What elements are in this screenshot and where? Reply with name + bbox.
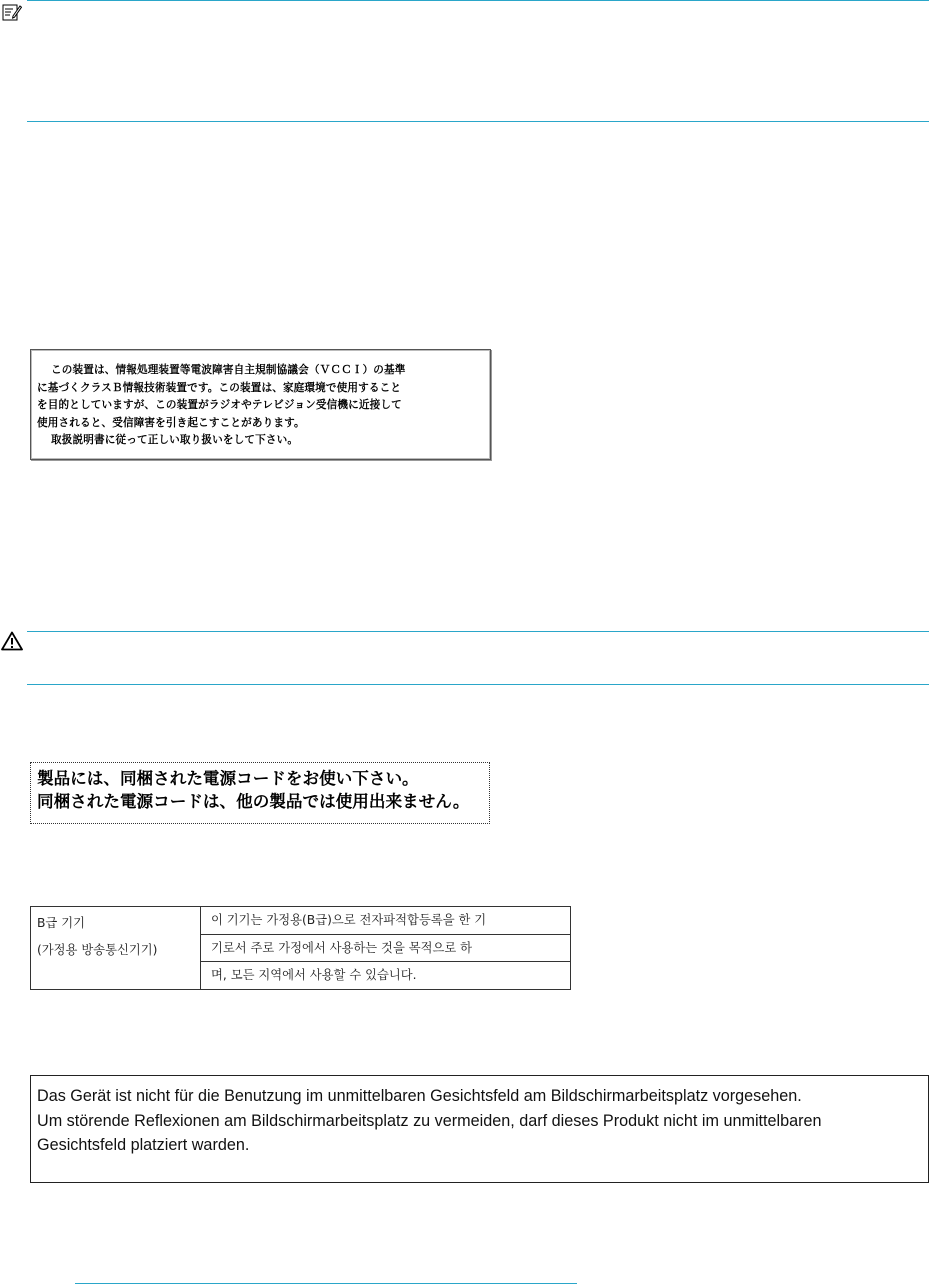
german-notice-box xyxy=(30,1075,929,1183)
korean-label-line-2: (가정용 방송통신기기) xyxy=(37,943,158,957)
korean-text-cell xyxy=(201,907,570,989)
korean-label-cell xyxy=(31,907,201,989)
power-cord-notice-box xyxy=(30,762,490,824)
german-line-1: Das Gerät ist nicht für die Benutzung im unmittelbaren Gesichtsfeld am Bildschirmarbeitsplatz vorgesehen. xyxy=(37,1087,802,1105)
note-bottom-rule xyxy=(27,121,929,122)
korean-label-line-1: B급 기기 xyxy=(37,916,85,930)
warning-triangle-icon xyxy=(1,631,23,651)
vcci-line-3: を目的としていますが、この装置がラジオやテレビジョン受信機に近接して xyxy=(37,399,402,411)
footer-rule xyxy=(75,1283,577,1284)
power-cord-line-2: 同梱された電源コードは、他の製品では使用出来ません。 xyxy=(37,792,470,811)
vcci-line-4: 使用されると、受信障害を引き起こすことがあります。 xyxy=(37,416,305,429)
korean-text-line-3: 며, 모든 지역에서 사용할 수 있습니다. xyxy=(201,961,570,988)
german-line-2: Um störende Reflexionen am Bildschirmarbeitsplatz zu vermeiden, darf dieses Produkt nicht im unmittelbaren xyxy=(37,1111,822,1130)
korean-text-line-1: 이 기기는 가정용(B급)으로 전자파적합등록을 한 기 xyxy=(211,913,487,927)
note-pencil-icon xyxy=(2,2,22,22)
korean-text-line-2: 기로서 주로 가정에서 사용하는 것을 목적으로 하 xyxy=(201,934,570,961)
power-cord-line-1: 製品には、同梱された電源コードをお使い下さい。 xyxy=(37,769,419,788)
vcci-line-2: に基づくクラスＢ情報技術装置です。この装置は、家庭環境で使用すること xyxy=(37,381,402,394)
warning-top-rule xyxy=(27,631,929,632)
vcci-notice-box xyxy=(30,349,491,460)
vcci-line-1: この装置は、情報処理装置等電波障害自主規制協議会（ＶＣＣＩ）の基準 xyxy=(51,364,406,376)
note-top-rule xyxy=(27,0,929,1)
warning-bottom-rule xyxy=(27,684,929,685)
vcci-line-5: 取扱説明書に従って正しい取り扱いをして下さい。 xyxy=(51,434,299,446)
german-line-3: Gesichtsfeld platziert warden. xyxy=(37,1136,250,1154)
korean-class-b-table xyxy=(30,906,571,990)
